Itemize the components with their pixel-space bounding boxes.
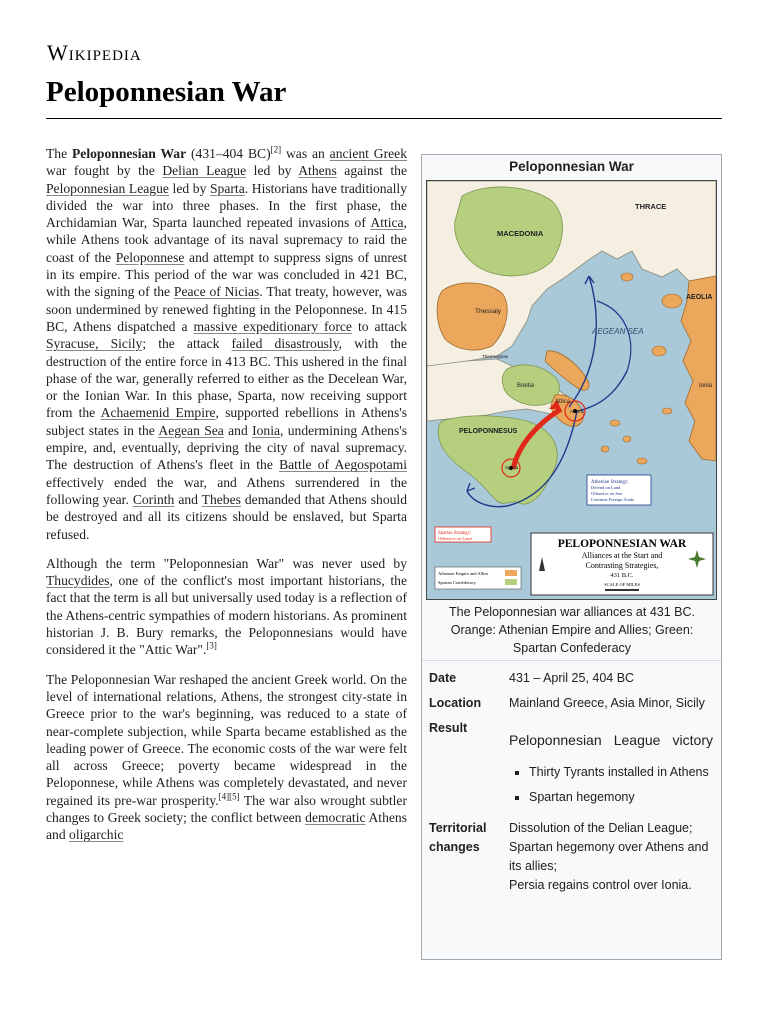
- label-peloponnesus: PELOPONNESUS: [459, 428, 518, 435]
- article-link[interactable]: Aegean Sea: [158, 422, 224, 438]
- infobox-title: Peloponnesian War: [509, 159, 634, 174]
- svg-text:Contrasting Strategies,: Contrasting Strategies,: [585, 561, 659, 570]
- infobox: [421, 154, 722, 960]
- label-aeolia: AEOLIA: [686, 294, 713, 301]
- title-divider: [46, 118, 722, 119]
- svg-text:431 B.C.: 431 B.C.: [610, 572, 634, 579]
- result-item: ▪ Thirty Tyrants installed in Athens: [529, 763, 717, 782]
- svg-text:Spartan Confederacy: Spartan Confederacy: [438, 580, 476, 585]
- label-aegean: AEGEAN SEA: [592, 327, 644, 336]
- result-list: [509, 763, 717, 807]
- island-thasos: [621, 273, 633, 281]
- article-link[interactable]: Attica: [370, 215, 404, 231]
- citation-ref[interactable]: [5]: [229, 791, 240, 802]
- article-link[interactable]: oligarchic: [69, 827, 124, 843]
- row-territorial: Territorial changes Dissolution of the Delian League; Spartan hegemony over Athens and its allies; Persia regains control over Ionia.: [429, 821, 709, 892]
- article-link[interactable]: Peloponnese: [115, 249, 185, 265]
- article-link[interactable]: Thucydides: [46, 573, 110, 589]
- article-link[interactable]: massive expeditionary force: [193, 318, 352, 334]
- citation-ref[interactable]: [4]: [218, 791, 230, 802]
- legend-swatch-athenian: [505, 570, 517, 576]
- paragraph-term: Although the term "Peloponnesian War" was never used by Thucydides, one of the conflict's most important historians, the fact that the term is all but universally used today is a reflection of the Athens-centric sympathies of modern historians. As prominent historian J. B. Bury remarks, the Peloponnesians would have considered it the "Attic War".[3]: [46, 555, 407, 658]
- row-location: Location Mainland Greece, Asia Minor, Sicily: [429, 696, 705, 710]
- paragraph-impact: The Peloponnesian War reshaped the ancient Greek world. On the level of international relations, Athens, the strongest city-state in Greece prior to the war's beginning, was reduced to a state of near-complete subjection, while Sparta became established as the leading power of Greece. The economic costs of the war were felt all across Greece; poverty became widespread in the Peloponnese, while Athens was completely devastated, and never regained its pre-war prosperity.[4][5] The war also wrought subtler changes to Greek society; the conflict between democratic Athens and oligarchic: [46, 671, 407, 843]
- article-link[interactable]: Peloponnesian League: [46, 180, 169, 196]
- label-macedonia: MACEDONIA: [497, 229, 544, 238]
- article-link[interactable]: ancient Greek: [329, 146, 407, 161]
- article-link[interactable]: Delian League: [162, 163, 247, 179]
- infobox-divider: [422, 660, 722, 661]
- result-main: Peloponnesian League victory: [509, 732, 713, 748]
- label-thessaly: Thessaly: [475, 308, 502, 315]
- label-thrace: THRACE: [635, 202, 667, 211]
- island-4: [637, 458, 647, 464]
- article-link[interactable]: Thebes: [201, 491, 241, 507]
- article-body: [46, 145, 407, 856]
- svg-text:SCALE OF MILES: SCALE OF MILES: [604, 582, 640, 587]
- article-link[interactable]: failed disastrously: [231, 336, 339, 352]
- label-boetia: Boetia: [517, 383, 535, 389]
- island-1: [610, 420, 620, 426]
- label-attica: Attica: [555, 399, 571, 405]
- article-link[interactable]: Sparta: [210, 180, 245, 196]
- island-3: [601, 446, 609, 452]
- island-2: [623, 436, 631, 442]
- citation-ref[interactable]: [3]: [206, 640, 217, 651]
- svg-text:Defend on Land: Defend on Land: [591, 485, 621, 490]
- thessaly-region: [437, 283, 507, 350]
- article-link[interactable]: Corinth: [132, 491, 175, 507]
- label-sparta: Sparta: [505, 465, 519, 470]
- citation-ref[interactable]: [2]: [270, 144, 282, 155]
- legend-swatch-spartan: [505, 579, 517, 585]
- bold-term: Peloponnesian War: [72, 146, 187, 161]
- article-link[interactable]: Athens: [298, 163, 337, 179]
- svg-text:Alliances at the Start and: Alliances at the Start and: [581, 551, 663, 560]
- infobox-rows: [429, 669, 717, 901]
- svg-text:Offensive on Land: Offensive on Land: [438, 536, 472, 541]
- page-title: Peloponnesian War: [46, 76, 287, 108]
- article-link[interactable]: Achaemenid Empire: [100, 405, 216, 421]
- article-link[interactable]: Ionia: [252, 422, 281, 438]
- svg-text:Spartan Strategy:: Spartan Strategy:: [438, 531, 472, 536]
- label-athens: Athens: [570, 409, 585, 414]
- paragraph-intro: The Peloponnesian War (431–404 BC)[2] was an ancient Greek war fought by the Delian League led by Athens against the Peloponnesian League led by Sparta. Historians have traditionally divided the war into three phases. In the first phase, the Archidamian War, Sparta launched repeated invasions of Attica, while Athens took advantage of its naval supremacy to raid the coast of the Peloponnese and attempt to suppress signs of unrest in its empire. This period of the war was concluded in 421 BC, with the signing of the Peace of Nicias. That treaty, however, was soon undermined by renewed fighting in the Peloponnese. In 415 BC, Athens dispatched a massive expeditionary force to attack Syracuse, Sicily; the attack failed disastrously, with the destruction of the entire force in 413 BC. This ushered in the final phase of the war, generally referred to either as the Decelean War, or the Ionian War. In this phase, Sparta, now receiving support from the Achaemenid Empire, supported rebellions in Athens's subject states in the Aegean Sea and Ionia, undermining Athens's empire, and, eventually, depriving the city of naval supremacy. The destruction of Athens's fleet in the Battle of Aegospotami effectively ended the war, and Athens surrendered in the following year. Corinth and Thebes demanded that Athens should be destroyed and all its citizens should be enslaved, but Sparta refused.: [46, 144, 408, 542]
- svg-text:Athenian Strategy:: Athenian Strategy:: [591, 480, 629, 485]
- label-thermopylae: Thermopylae: [482, 354, 509, 359]
- article-link[interactable]: democratic: [305, 809, 366, 825]
- row-date: Date 431 – April 25, 404 BC: [429, 671, 635, 685]
- result-item: ▪ Spartan hegemony: [529, 788, 717, 807]
- article-link[interactable]: Battle of Aegospotami: [279, 457, 407, 473]
- island-5: [662, 408, 672, 414]
- wikipedia-wordmark[interactable]: Wikipedia: [47, 40, 142, 65]
- article-link[interactable]: Syracuse, Sicily: [46, 336, 143, 352]
- map-caption: The Peloponnesian war alliances at 431 BC. Orange: Athenian Empire and Allies; Green: Spartan Confederacy: [449, 605, 695, 655]
- svg-text:PELOPONNESIAN WAR: PELOPONNESIAN WAR: [557, 538, 687, 550]
- svg-text:Continue Foreign Trade: Continue Foreign Trade: [591, 497, 635, 502]
- row-result: Result Peloponnesian League victory ▪ Thirty Tyrants installed in Athens ▪ Spartan hegemony: [429, 719, 717, 813]
- svg-text:Athenian Empire and Allies: Athenian Empire and Allies: [438, 571, 489, 576]
- svg-text:Offensive on Sea: Offensive on Sea: [591, 491, 622, 496]
- label-ionia: Ionia: [699, 383, 713, 389]
- article-link[interactable]: Peace of Nicias: [173, 284, 260, 300]
- island-chios: [652, 346, 666, 356]
- war-map-image[interactable]: [426, 180, 717, 600]
- war-map-svg: [427, 181, 716, 599]
- island-lesbos: [662, 294, 682, 308]
